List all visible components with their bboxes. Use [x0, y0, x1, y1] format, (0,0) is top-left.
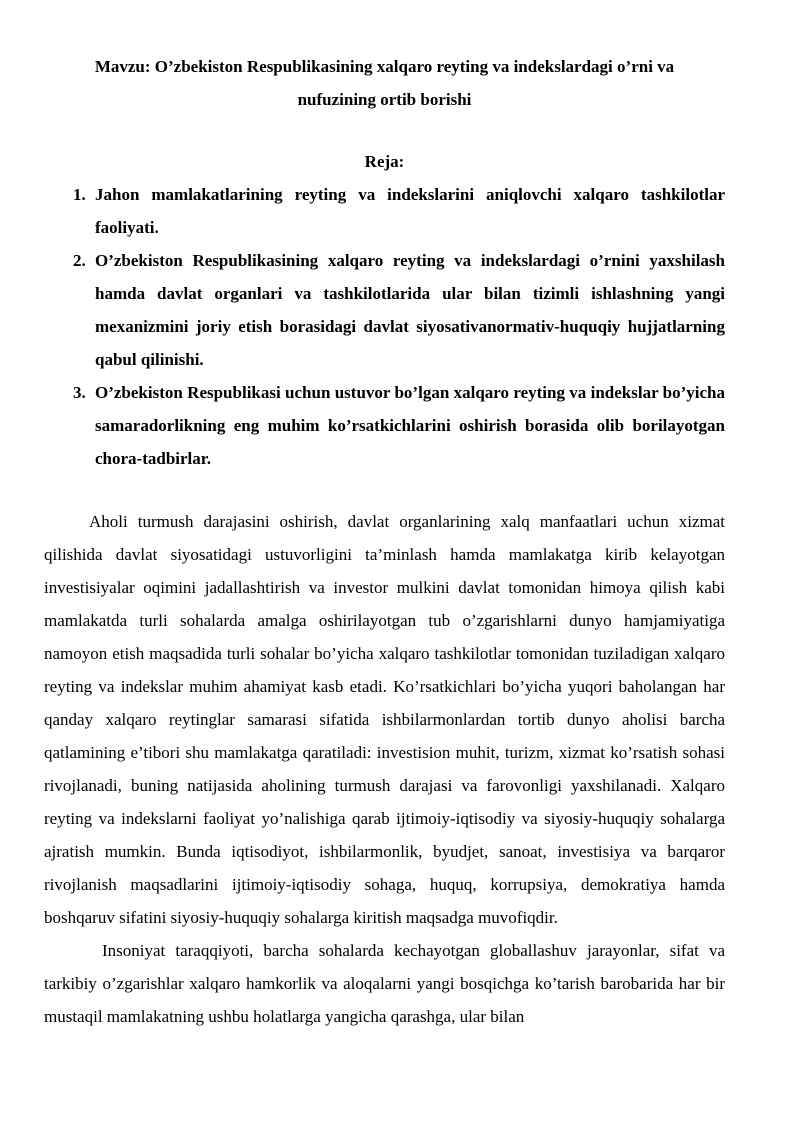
- document-content: [44, 50, 725, 1033]
- plan-item-2-text: O’zbekiston Respublikasining xalqaro reyting va indekslardagi o’rnini yaxshilash hamda davlat organlari va tashkilotlarida ular bilan tizimli ishlashning yangi mexanizmini joriy etish borasidagi davlat siyosativanormativ-huquqiy hujjatlarning qabul qilinishi.: [95, 251, 725, 369]
- document-title-line-2: nufuzining ortib borishi: [297, 90, 472, 109]
- body-paragraph-2: Insoniyat taraqqiyoti, barcha sohalarda kechayotgan globallashuv jarayonlar, sifat va tarkibiy o’zgarishlar xalqaro hamkorlik va aloqalarni yangi bosqichga ko’tarish barobarida har bir mustaqil mamlakatning ushbu holatlarga yangicha qarashga, ular bilan: [44, 941, 725, 1026]
- plan-item-3-number: 3.: [73, 383, 86, 402]
- document-title: [44, 50, 725, 116]
- plan-item-1: [44, 178, 725, 244]
- body-paragraph-1: Aholi turmush darajasini oshirish, davlat organlarining xalq manfaatlari uchun xizmat qilishida davlat siyosatidagi ustuvorligini ta’minlash hamda mamlakatga kirib kelayotgan investisiyalar oqimini jadallashtirish va investor mulkini davlat tomonidan himoya qilish kabi mamlakatda turli sohalarda amalga oshirilayotgan tub o’zgarishlarni dunyo hamjamiyatiga namoyon etish maqsadida turli sohalar bo’yicha xalqaro tashkilotlar tomonidan tuziladigan xalqaro reyting va indekslar muhim ahamiyat kasb etadi. Ko’rsatkichlari bo’yicha yuqori baholangan har qanday xalqaro reytinglar samarasi sifatida ishbilarmonlardan tortib dunyo aholisi barcha qatlamining e’tibori shu mamlakatga qaratiladi: investision muhit, turizm, xizmat ko’rsatish sohasi rivojlanadi, buning natijasida aholining turmush darajasi va farovonligi yaxshilanadi. Xalqaro reyting va indekslarni faoliyat yo’nalishiga qarab ijtimoiy-iqtisodiy va siyosiy-huquqiy sohalarga ajratish mumkin. Bunda iqtisodiyot, ishbilarmonlik, byudjet, sanoat, investisiya va barqaror rivojlanish maqsadlarini ijtimoiy-iqtisodiy sohaga, huquq, korrupsiya, demokratiya hamda boshqaruv sifatini siyosiy-huquqiy sohalarga kiritish maqsadga muvofiqdir.: [44, 512, 725, 927]
- body-text: [44, 505, 725, 1033]
- plan-item-3-text: O’zbekiston Respublikasi uchun ustuvor bo’lgan xalqaro reyting va indekslar bo’yicha samaradorlikning eng muhim ko’rsatkichlarini oshirish borasida olib borilayotgan chora-tadbirlar.: [95, 383, 725, 468]
- plan-item-2-number: 2.: [73, 251, 86, 270]
- plan-item-2: [44, 244, 725, 376]
- plan-item-3: [44, 376, 725, 475]
- plan-heading: Reja:: [364, 152, 405, 171]
- document-title-line-1: Mavzu: O’zbekiston Respublikasining xalqaro reyting va indekslardagi o’rni va: [94, 57, 675, 76]
- plan-list: [44, 178, 725, 475]
- plan-item-1-number: 1.: [73, 185, 86, 204]
- plan-item-1-text: Jahon mamlakatlarining reyting va indekslarini aniqlovchi xalqaro tashkilotlar faoliyati.: [95, 185, 725, 237]
